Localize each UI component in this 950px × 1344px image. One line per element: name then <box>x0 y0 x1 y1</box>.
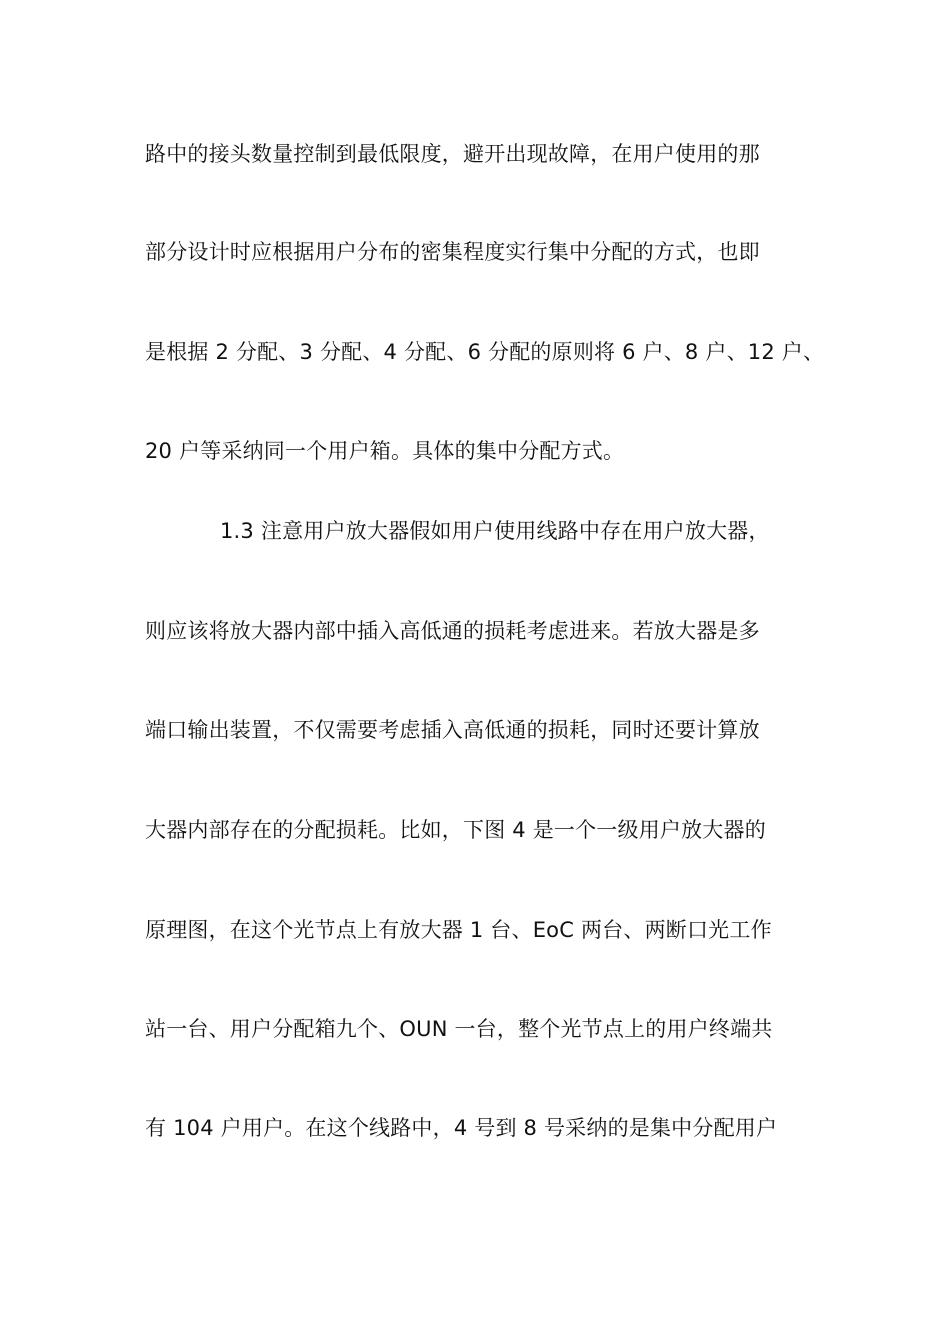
text-line: 是根据 2 分配、3 分配、4 分配、6 分配的原则将 6 户、8 户、12 户、 <box>145 340 825 364</box>
text-line: 站一台、用户分配箱九个、OUN 一台，整个光节点上的用户终端共 <box>145 1017 773 1041</box>
text-line: 20 户等采纳同一个用户箱。具体的集中分配方式。 <box>145 439 625 463</box>
text-line: 有 104 户用户。在这个线路中，4 号到 8 号采纳的是集中分配用户 <box>145 1116 778 1140</box>
text-line: 则应该将放大器内部中插入高低通的损耗考虑进来。若放大器是多 <box>145 619 760 643</box>
text-line: 大器内部存在的分配损耗。比如，下图 4 是一个一级用户放大器的 <box>145 818 766 842</box>
text-line: 端口输出装置，不仅需要考虑插入高低通的损耗，同时还要计算放 <box>145 718 760 742</box>
section-heading-line: 1.3 注意用户放大器假如用户使用线路中存在用户放大器， <box>220 519 770 543</box>
text-line: 路中的接头数量控制到最低限度，避开出现故障，在用户使用的那 <box>145 142 760 166</box>
text-line: 原理图，在这个光节点上有放大器 1 台、EoC 两台、两断口光工作 <box>145 918 772 942</box>
text-line: 部分设计时应根据用户分布的密集程度实行集中分配的方式，也即 <box>145 240 760 264</box>
